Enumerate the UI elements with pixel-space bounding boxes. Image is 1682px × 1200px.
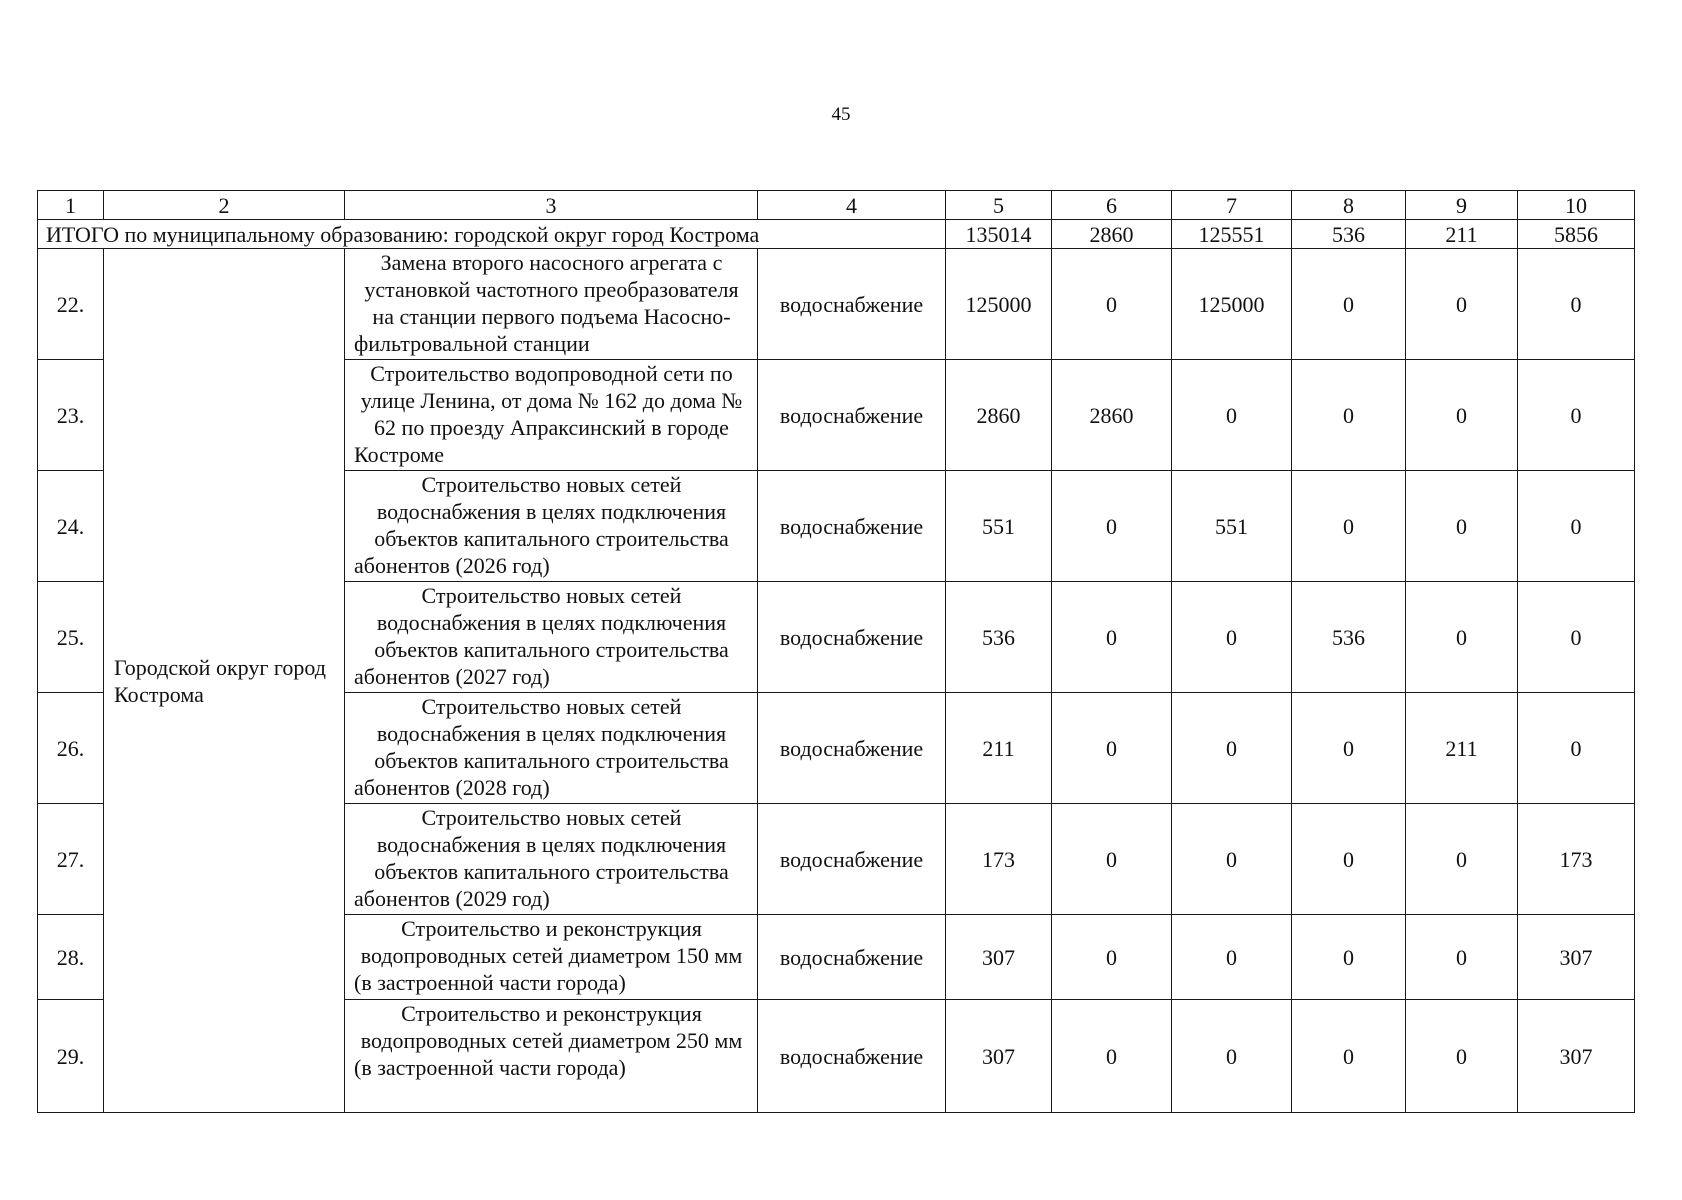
project-description-text: Строительство водопроводной сети по улице Ленина, от дома № 162 до дома № 62 по проезду Апраксинский в городе Костроме — [354, 361, 743, 467]
value-cell: 0 — [1406, 360, 1518, 471]
project-type: водоснабжение — [758, 360, 946, 471]
column-number: 7 — [1172, 191, 1292, 220]
value-cell: 211 — [946, 693, 1052, 804]
value-cell: 0 — [1518, 471, 1635, 582]
value-cell: 0 — [1052, 915, 1172, 1000]
value-cell: 0 — [1292, 360, 1406, 471]
investment-table — [37, 190, 1635, 1113]
project-description — [345, 249, 758, 360]
total-value: 211 — [1406, 220, 1518, 249]
value-cell: 0 — [1518, 360, 1635, 471]
project-description-text: Строительство новых сетей водоснабжения в целях подключения объектов капитального строительства абонентов (2026 год) — [354, 472, 729, 578]
project-type: водоснабжение — [758, 804, 946, 915]
value-cell: 0 — [1518, 582, 1635, 693]
value-cell: 0 — [1172, 804, 1292, 915]
value-cell: 0 — [1172, 915, 1292, 1000]
value-cell: 125000 — [946, 249, 1052, 360]
value-cell: 0 — [1292, 915, 1406, 1000]
value-cell: 0 — [1052, 693, 1172, 804]
row-number: 23. — [38, 360, 104, 471]
total-value: 536 — [1292, 220, 1406, 249]
project-type: водоснабжение — [758, 915, 946, 1000]
value-cell: 0 — [1052, 582, 1172, 693]
column-number: 10 — [1518, 191, 1635, 220]
project-description — [345, 582, 758, 693]
value-cell: 0 — [1292, 471, 1406, 582]
value-cell: 0 — [1172, 360, 1292, 471]
project-description — [345, 471, 758, 582]
project-description-text: Строительство и реконструкция водопроводных сетей диаметром 250 мм (в застроенной части города) — [354, 1001, 743, 1080]
value-cell: 0 — [1052, 249, 1172, 360]
project-type: водоснабжение — [758, 582, 946, 693]
value-cell: 211 — [1406, 693, 1518, 804]
value-cell: 0 — [1518, 249, 1635, 360]
row-number: 28. — [38, 915, 104, 1000]
project-description-text: Строительство новых сетей водоснабжения в целях подключения объектов капитального строительства абонентов (2027 год) — [354, 583, 729, 689]
total-value: 135014 — [946, 220, 1052, 249]
column-number: 9 — [1406, 191, 1518, 220]
value-cell: 307 — [1518, 915, 1635, 1000]
value-cell: 0 — [1406, 249, 1518, 360]
value-cell: 0 — [1052, 471, 1172, 582]
value-cell: 0 — [1406, 915, 1518, 1000]
project-description — [345, 360, 758, 471]
project-type: водоснабжение — [758, 471, 946, 582]
column-number: 3 — [345, 191, 758, 220]
total-value: 125551 — [1172, 220, 1292, 249]
value-cell: 536 — [946, 582, 1052, 693]
row-number: 27. — [38, 804, 104, 915]
value-cell: 307 — [946, 915, 1052, 1000]
column-number: 2 — [104, 191, 345, 220]
value-cell: 0 — [1292, 1000, 1406, 1113]
value-cell: 536 — [1292, 582, 1406, 693]
value-cell: 0 — [1172, 1000, 1292, 1113]
value-cell: 0 — [1052, 1000, 1172, 1113]
project-description — [345, 915, 758, 1000]
row-number: 24. — [38, 471, 104, 582]
value-cell: 307 — [1518, 1000, 1635, 1113]
project-description — [345, 1000, 758, 1113]
project-description — [345, 804, 758, 915]
value-cell: 0 — [1172, 582, 1292, 693]
column-number: 6 — [1052, 191, 1172, 220]
value-cell: 0 — [1292, 249, 1406, 360]
page-number: 45 — [831, 104, 851, 125]
row-number: 26. — [38, 693, 104, 804]
column-number: 5 — [946, 191, 1052, 220]
value-cell: 173 — [946, 804, 1052, 915]
value-cell: 2860 — [946, 360, 1052, 471]
table-row — [38, 249, 1635, 360]
value-cell: 307 — [946, 1000, 1052, 1113]
value-cell: 0 — [1172, 693, 1292, 804]
project-type: водоснабжение — [758, 1000, 946, 1113]
project-type: водоснабжение — [758, 249, 946, 360]
total-row — [38, 220, 1635, 249]
municipality-cell: Городской округ город Кострома — [104, 249, 345, 1113]
row-number: 22. — [38, 249, 104, 360]
column-number-row — [38, 191, 1635, 220]
value-cell: 173 — [1518, 804, 1635, 915]
row-number: 25. — [38, 582, 104, 693]
value-cell: 0 — [1292, 693, 1406, 804]
value-cell: 0 — [1406, 471, 1518, 582]
value-cell: 125000 — [1172, 249, 1292, 360]
project-description-text: Строительство новых сетей водоснабжения в целях подключения объектов капитального строительства абонентов (2028 год) — [354, 694, 729, 800]
project-description — [345, 693, 758, 804]
value-cell: 0 — [1518, 693, 1635, 804]
value-cell: 0 — [1052, 804, 1172, 915]
column-number: 8 — [1292, 191, 1406, 220]
value-cell: 0 — [1292, 804, 1406, 915]
total-value: 5856 — [1518, 220, 1635, 249]
project-type: водоснабжение — [758, 693, 946, 804]
row-number: 29. — [38, 1000, 104, 1113]
value-cell: 0 — [1406, 804, 1518, 915]
value-cell: 551 — [1172, 471, 1292, 582]
project-description-text: Строительство новых сетей водоснабжения в целях подключения объектов капитального строительства абонентов (2029 год) — [354, 805, 729, 911]
total-value: 2860 — [1052, 220, 1172, 249]
value-cell: 551 — [946, 471, 1052, 582]
project-description-text: Строительство и реконструкция водопроводных сетей диаметром 150 мм (в застроенной части города) — [354, 916, 743, 995]
value-cell: 0 — [1406, 582, 1518, 693]
value-cell: 0 — [1406, 1000, 1518, 1113]
project-description-text: Замена второго насосного агрегата с установкой частотного преобразователя на станции первого подъема Насосно-фильтровальной станции — [354, 250, 739, 356]
value-cell: 2860 — [1052, 360, 1172, 471]
column-number: 1 — [38, 191, 104, 220]
total-label: ИТОГО по муниципальному образованию: городской округ город Кострома — [38, 220, 946, 249]
column-number: 4 — [758, 191, 946, 220]
